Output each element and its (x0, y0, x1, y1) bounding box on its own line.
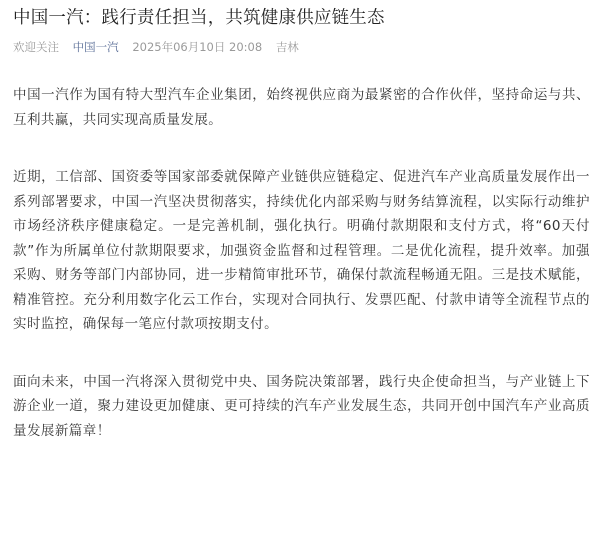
paragraph-intro: 中国一汽作为国有特大型汽车企业集团，始终视供应商为最紧密的合作伙伴，坚持命运与共、互利共赢，共同实现高质量发展。 (13, 87, 590, 128)
paragraph-measures: 近期，工信部、国资委等国家部委就保障产业链供应链稳定、促进汽车产业高质量发展作出一系列部署要求，中国一汽坚决贯彻落实，持续优化内部采购与财务结算流程，以实际行动维护市场经济秩序健康稳定。一是完善机制，强化执行。明确付款期限和支付方式，将“60天付款”作为所属单位付款期限要求，加强资金监督和过程管理。二是优化流程，提升效率。加强采购、财务等部门内部协同，进一步精简审批环节，确保付款流程畅通无阻。三是技术赋能，精准管控。充分利用数字化云工作台，实现对合同执行、发票匹配、付款申请等全流程节点的实时监控，确保每一笔应付款项按期支付。 (13, 169, 590, 332)
article-title: 中国一汽：践行责任担当，共筑健康供应链生态 (13, 8, 385, 28)
account-name-link[interactable]: 中国一汽 (72, 40, 119, 54)
article-meta (13, 39, 590, 55)
article-content (13, 83, 590, 443)
publish-location: 吉林 (275, 40, 299, 54)
paragraph-outlook: 面向未来，中国一汽将深入贯彻党中央、国务院决策部署，践行央企使命担当，与产业链上下游企业一道，聚力建设更加健康、更可持续的汽车产业发展生态，共同开创中国汽车产业高质量发展新篇章！ (13, 373, 590, 439)
publish-datetime: 2025年06月10日 20:08 (132, 40, 263, 54)
meta-original-tag: 欢迎关注 (13, 40, 59, 54)
